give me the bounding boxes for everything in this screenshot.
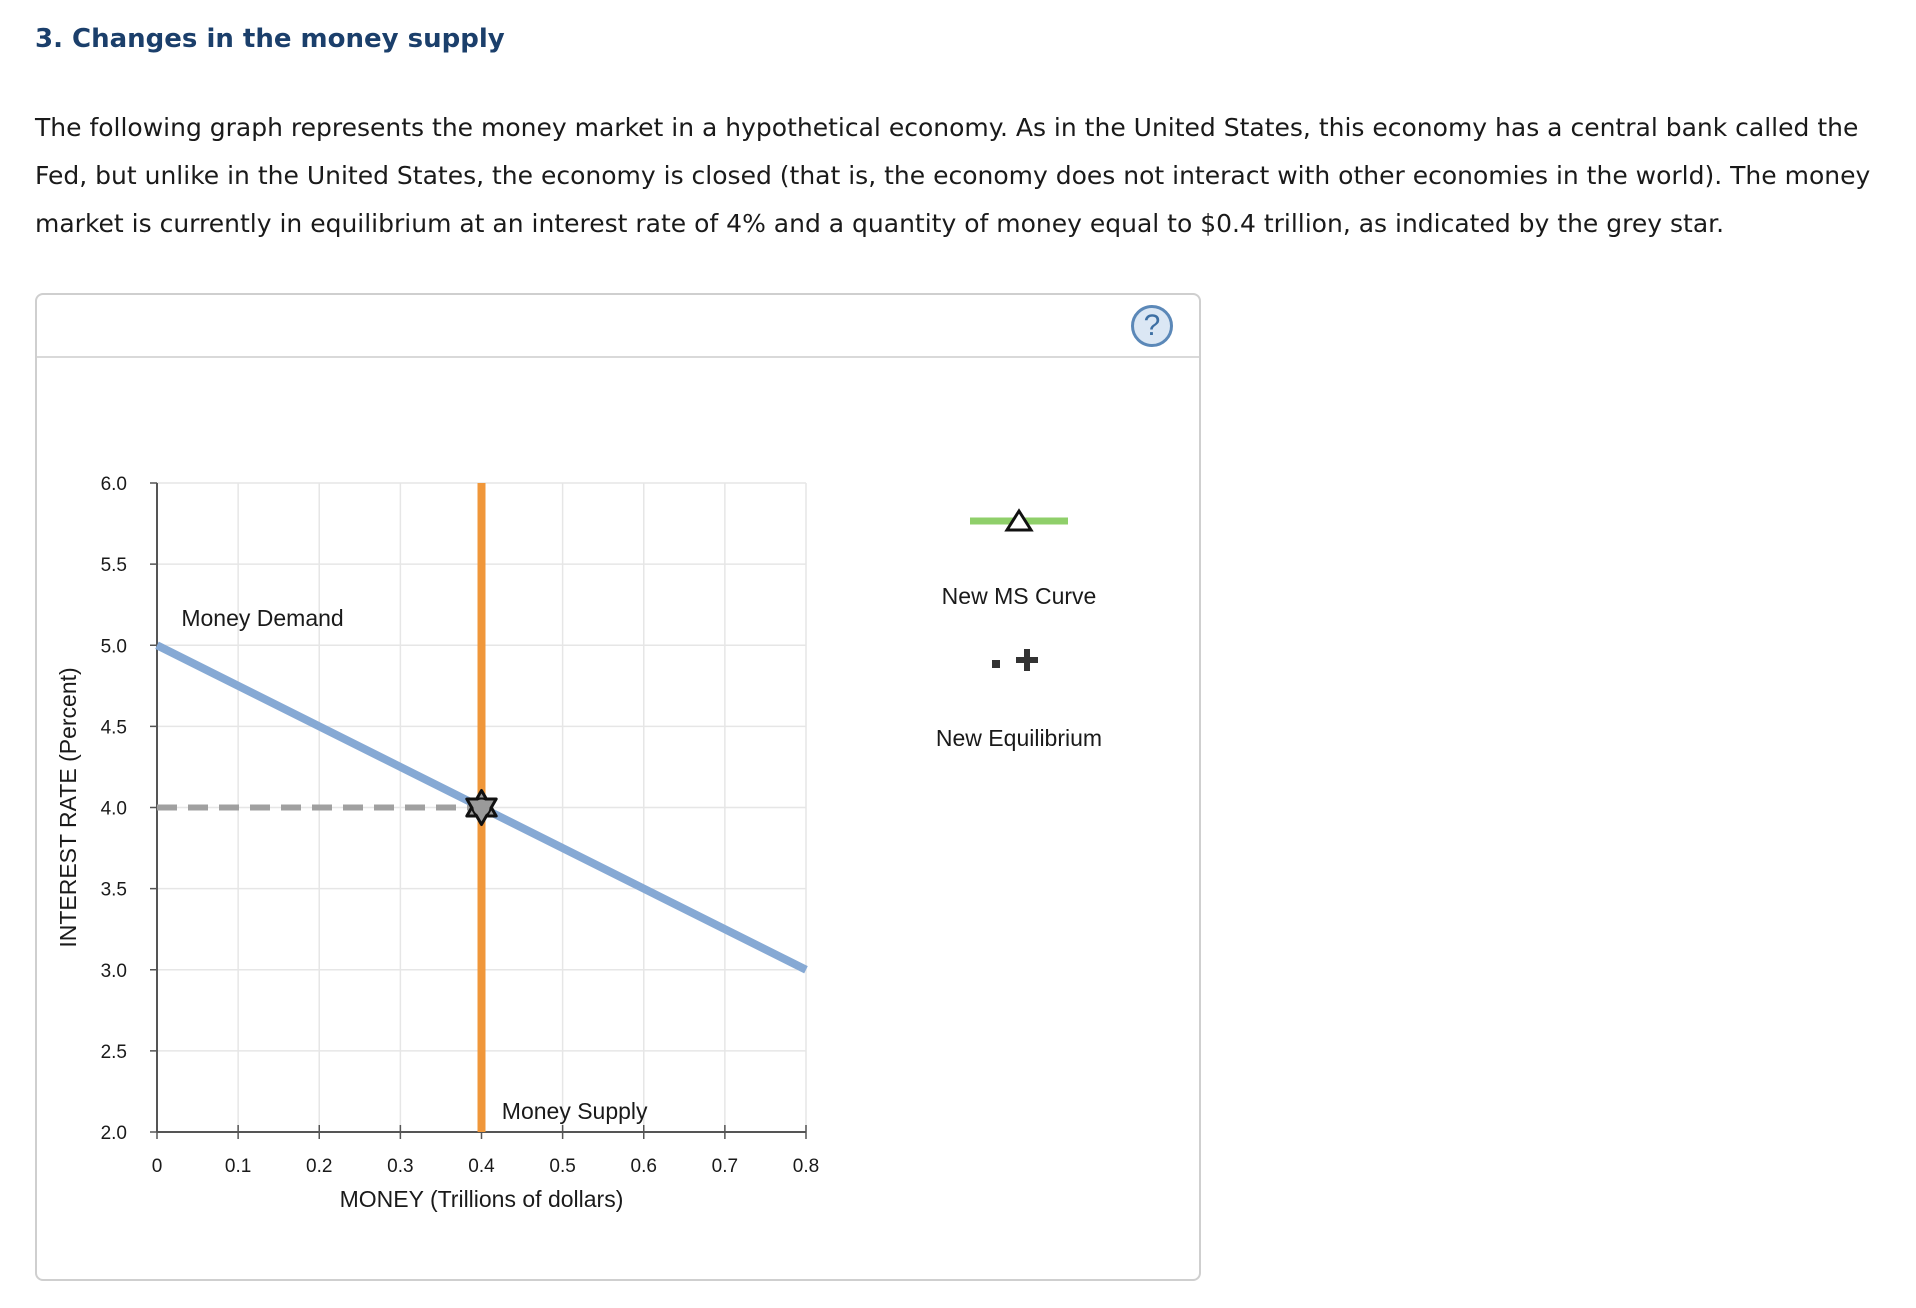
legend-ms-label: New MS Curve: [941, 583, 1097, 609]
x-tick-label: 0.3: [387, 1156, 414, 1177]
x-tick-label: 0.2: [306, 1156, 333, 1177]
x-tick-label: 0.8: [792, 1156, 820, 1177]
help-icon[interactable]: ?: [1131, 305, 1173, 347]
x-axis-title: MONEY (Trillions of dollars): [339, 1186, 624, 1212]
y-tick-label: 3.5: [100, 879, 127, 901]
money-demand-label: Money Demand: [181, 604, 344, 631]
y-tick-label: 5.5: [100, 555, 127, 577]
plus-icon[interactable]: [1016, 649, 1038, 671]
y-tick-label: 5.0: [100, 636, 127, 658]
y-tick-label: 4.0: [100, 798, 127, 820]
legend-eq-label: New Equilibrium: [935, 725, 1103, 751]
x-tick-label: 0: [151, 1156, 163, 1177]
y-tick-label: 2.0: [100, 1123, 127, 1144]
y-tick-label: 3.0: [100, 960, 127, 982]
x-tick-label: 0.5: [549, 1156, 576, 1177]
x-tick-label: 0.4: [468, 1156, 495, 1177]
question-title: 3. Changes in the money supply: [35, 24, 505, 54]
y-tick-label: 2.5: [100, 1041, 127, 1063]
labels: [55, 605, 648, 1212]
y-axis-title: INTEREST RATE (Percent): [55, 667, 81, 948]
money-supply-label: Money Supply: [501, 1098, 648, 1125]
equilibrium-star-icon: [467, 791, 496, 825]
star-center: [474, 800, 490, 816]
legend-eq-square[interactable]: [992, 660, 1000, 668]
y-tick-label: 6.0: [100, 474, 127, 495]
legend-new-equilibrium[interactable]: [936, 649, 1102, 751]
x-tick-label: 0.7: [711, 1156, 739, 1177]
y-tick-label: 4.5: [100, 717, 127, 739]
question-text: The following graph represents the money market in a hypothetical economy. As in the United States, this economy has a central bank called the Fed, but unlike in the United States, the economy is closed (that is, the economy does not interact with other economies in the world). The money market is currently in equilibrium at an interest rate of 4% and a quantity of money equal to $0.4 trillion, as indicated by the grey star.: [35, 113, 1871, 238]
x-tick-label: 0.6: [630, 1156, 657, 1177]
axes: [101, 474, 820, 1177]
legend-new-ms-curve[interactable]: [942, 511, 1097, 609]
x-tick-label: 0.1: [224, 1156, 252, 1177]
